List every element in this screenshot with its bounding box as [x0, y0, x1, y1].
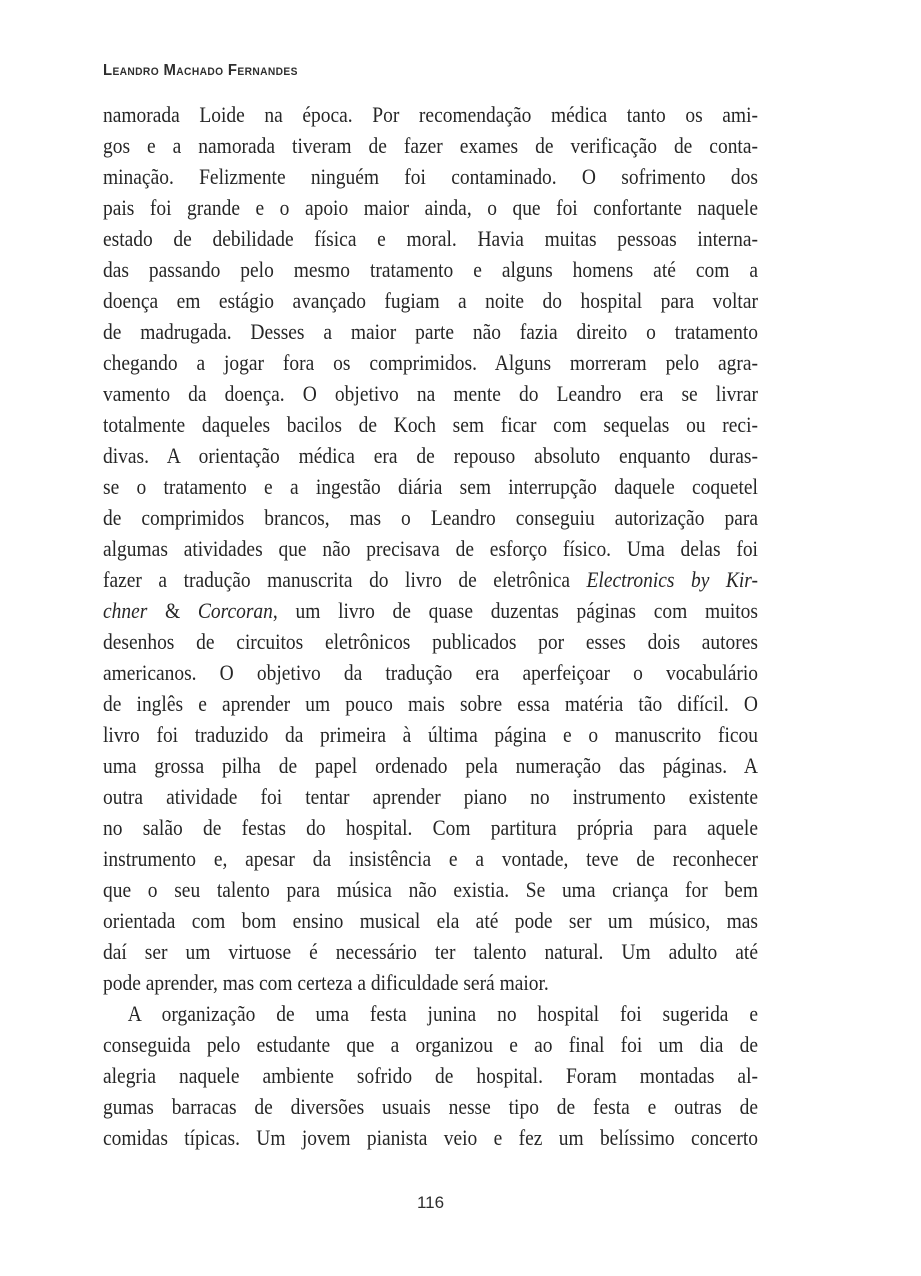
text-segment: pais foi grande e o apoio maior ainda, o que foi confortante naquele [103, 195, 758, 220]
text-segment: orientada com bom ensino musical ela até pode ser um músico, mas [103, 908, 758, 933]
text-line [103, 130, 758, 161]
text-segment: pode aprender, mas com certeza a dificuldade será maior. [103, 970, 549, 995]
text-line [103, 471, 758, 502]
text-segment: totalmente daqueles bacilos de Koch sem ficar com sequelas ou reci- [103, 412, 758, 437]
text-segment: das passando pelo mesmo tratamento e alguns homens até com a [103, 257, 758, 282]
running-header-author: Leandro Machado Fernandes [103, 62, 298, 79]
italic-text-segment: chner [103, 598, 148, 623]
text-segment: gumas barracas de diversões usuais nesse tipo de festa e outras de [103, 1094, 758, 1119]
text-line [103, 502, 758, 533]
text-segment: alegria naquele ambiente sofrido de hospital. Foram montadas al- [103, 1063, 758, 1088]
text-segment: gos e a namorada tiveram de fazer exames de verificação de conta- [103, 133, 758, 158]
text-line [103, 1029, 758, 1060]
text-line [103, 936, 758, 967]
text-line [103, 688, 758, 719]
italic-text-segment: Corcoran [197, 598, 273, 623]
text-segment: fazer a tradução manuscrita do livro de eletrônica [103, 567, 587, 592]
text-segment: doença em estágio avançado fugiam a noite do hospital para voltar [103, 288, 758, 313]
text-line [103, 533, 758, 564]
text-segment: comidas típicas. Um jovem pianista veio e fez um belíssimo concerto [103, 1125, 758, 1150]
text-line [103, 254, 758, 285]
text-segment: se o tratamento e a ingestão diária sem interrupção daquele coquetel [103, 474, 758, 499]
text-segment: , um livro de quase duzentas páginas com muitos [272, 598, 758, 623]
text-segment: estado de debilidade física e moral. Havia muitas pessoas interna- [103, 226, 758, 251]
text-line [103, 285, 758, 316]
text-line [103, 812, 758, 843]
text-line [103, 99, 758, 130]
text-line [103, 781, 758, 812]
text-line [103, 967, 758, 998]
text-segment: daí ser um virtuose é necessário ter talento natural. Um adulto até [103, 939, 758, 964]
text-segment: & [147, 598, 198, 623]
text-segment: desenhos de circuitos eletrônicos publicados por esses dois autores [103, 629, 758, 654]
text-line [103, 595, 758, 626]
text-segment: livro foi traduzido da primeira à última página e o manuscrito ficou [103, 722, 758, 747]
text-line [103, 347, 758, 378]
italic-text-segment: Electronics by Kir- [586, 567, 758, 592]
text-line [103, 719, 758, 750]
text-segment: algumas atividades que não precisava de esforço físico. Uma delas foi [103, 536, 758, 561]
text-segment: namorada Loide na época. Por recomendação médica tanto os ami- [103, 102, 758, 127]
text-segment: vamento da doença. O objetivo na mente do Leandro era se livrar [103, 381, 758, 406]
text-segment: divas. A orientação médica era de repouso absoluto enquanto duras- [103, 443, 758, 468]
text-line [103, 998, 758, 1029]
text-line [103, 1060, 758, 1091]
text-line [103, 378, 758, 409]
text-segment: de madrugada. Desses a maior parte não fazia direito o tratamento [103, 319, 758, 344]
text-line [103, 192, 758, 223]
text-segment: uma grossa pilha de papel ordenado pela numeração das páginas. A [103, 753, 758, 778]
text-line [103, 223, 758, 254]
text-line [103, 843, 758, 874]
text-segment: que o seu talento para música não existia. Se uma criança for bem [103, 877, 758, 902]
text-line [103, 874, 758, 905]
text-segment: conseguida pelo estudante que a organizou e ao final foi um dia de [103, 1032, 758, 1057]
text-line [103, 440, 758, 471]
text-segment: minação. Felizmente ninguém foi contaminado. O sofrimento dos [103, 164, 758, 189]
text-segment: de inglês e aprender um pouco mais sobre essa matéria tão difícil. O [103, 691, 758, 716]
text-segment: americanos. O objetivo da tradução era aperfeiçoar o vocabulário [103, 660, 758, 685]
text-segment: outra atividade foi tentar aprender piano no instrumento existente [103, 784, 758, 809]
page-number: 116 [416, 1193, 445, 1212]
text-segment: A organização de uma festa junina no hospital foi sugerida e [127, 1001, 758, 1026]
text-segment: chegando a jogar fora os comprimidos. Alguns morreram pelo agra- [103, 350, 758, 375]
text-line [103, 409, 758, 440]
text-line [103, 626, 758, 657]
text-line [103, 1122, 758, 1153]
text-line [103, 905, 758, 936]
text-line [103, 1091, 758, 1122]
text-line [103, 564, 758, 595]
body-text [103, 99, 758, 1153]
text-segment: no salão de festas do hospital. Com partitura própria para aquele [103, 815, 758, 840]
text-line [103, 316, 758, 347]
text-line [103, 657, 758, 688]
text-line [103, 750, 758, 781]
text-line [103, 161, 758, 192]
text-segment: instrumento e, apesar da insistência e a vontade, teve de reconhecer [103, 846, 758, 871]
text-segment: de comprimidos brancos, mas o Leandro conseguiu autorização para [103, 505, 758, 530]
